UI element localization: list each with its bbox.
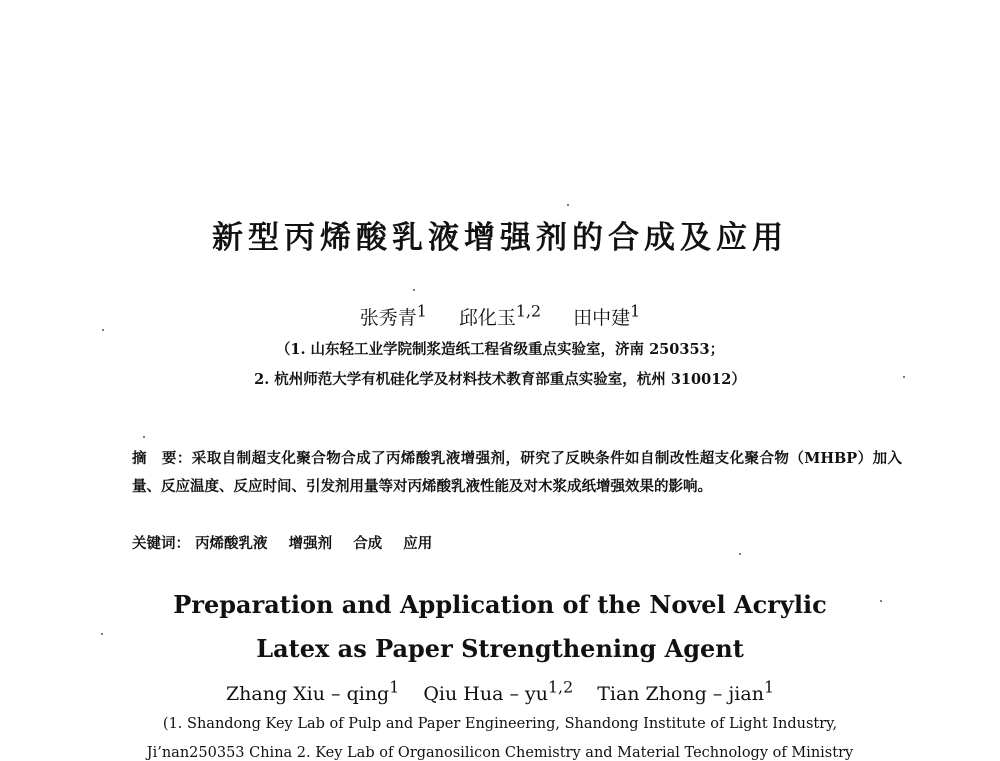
author-name: 田中建 — [573, 307, 631, 330]
author-name: 邱化玉 — [458, 307, 516, 330]
author-affiliation-mark: 1 — [763, 678, 775, 697]
english-title-line-1: Preparation and Application of the Novel Acrylic — [173, 590, 827, 619]
author-name: Zhang Xiu – qing — [225, 683, 390, 706]
author-affiliation-mark: 1,2 — [547, 678, 574, 697]
chinese-title: 新型丙烯酸乳液增强剂的合成及应用 — [212, 220, 788, 256]
keywords-label: 关键词： — [132, 535, 190, 552]
keyword: 增强剂 — [288, 535, 333, 552]
chinese-author — [359, 302, 427, 330]
english-affiliation-line-1: (1. Shandong Key Lab of Pulp and Paper Engineering, Shandong Institute of Light Industry, — [162, 716, 838, 732]
english-author — [423, 678, 574, 706]
english-author — [597, 678, 775, 706]
author-name: 张秀青 — [359, 307, 417, 330]
author-affiliation-mark: 1 — [389, 678, 400, 697]
scan-speck — [567, 204, 569, 206]
chinese-author — [573, 302, 641, 330]
scan-speck — [903, 376, 905, 378]
scan-speck — [739, 553, 741, 555]
keyword: 应用 — [403, 535, 433, 552]
english-affiliation-line-2: Ji’nan250353 China 2. Key Lab of Organosilicon Chemistry and Material Technology of Ministry — [146, 745, 854, 761]
english-authors — [0, 678, 1000, 705]
chinese-authors — [0, 302, 1000, 330]
keyword: 丙烯酸乳液 — [195, 535, 268, 552]
keyword: 合成 — [353, 535, 383, 552]
scan-speck — [101, 633, 103, 635]
author-affiliation-mark: 1 — [416, 302, 427, 321]
chinese-affiliation-line-2: 2. 杭州师范大学有机硅化学及材料技术教育部重点实验室，杭州 310012） — [254, 371, 746, 388]
author-affiliation-mark: 1 — [630, 302, 641, 321]
scan-speck — [102, 329, 104, 331]
chinese-affiliation-line-1: （1. 山东轻工业学院制浆造纸工程省级重点实验室，济南 250353； — [275, 341, 725, 358]
english-author — [225, 678, 400, 706]
chinese-keywords — [132, 532, 448, 553]
chinese-abstract — [132, 445, 902, 501]
abstract-label: 摘 要： — [132, 450, 192, 467]
scan-speck — [880, 600, 882, 602]
english-title-line-2: Latex as Paper Strengthening Agent — [256, 634, 744, 663]
scan-speck — [143, 436, 145, 438]
author-affiliation-mark: 1,2 — [515, 302, 542, 321]
scan-speck — [413, 289, 415, 291]
abstract-text: 采取自制超支化聚合物合成了丙烯酸乳液增强剂，研究了反映条件如自制改性超支化聚合物（MHBP）加入量、反应温度、反应时间、引发剂用量等对丙烯酸乳液性能及对木浆成纸增强效果的影响。 — [132, 450, 903, 495]
chinese-author — [458, 302, 542, 330]
author-name: Qiu Hua – yu — [423, 683, 548, 706]
author-name: Tian Zhong – jian — [597, 683, 764, 706]
